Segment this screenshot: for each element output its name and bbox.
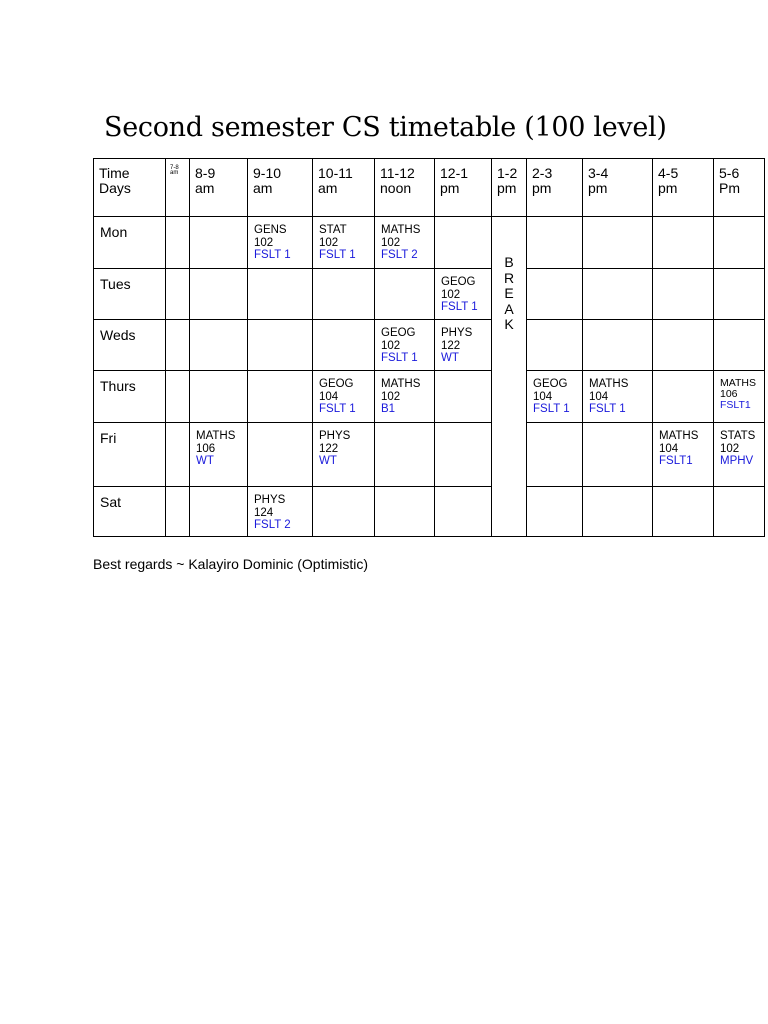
course-cell: GEOG 102 FSLT 1 bbox=[375, 320, 435, 371]
course-cell: GEOG 104 FSLT 1 bbox=[527, 371, 583, 423]
empty-cell bbox=[313, 487, 375, 537]
empty-cell bbox=[375, 269, 435, 320]
course-cell: MATHS 102 B1 bbox=[375, 371, 435, 423]
empty-cell bbox=[714, 487, 765, 537]
slot-header-7-8: 7-8 am bbox=[166, 159, 190, 217]
break-column: B R E A K bbox=[492, 217, 527, 537]
empty-cell bbox=[190, 371, 248, 423]
empty-cell bbox=[435, 487, 492, 537]
empty-cell bbox=[166, 320, 190, 371]
empty-cell bbox=[653, 371, 714, 423]
slot-header-8-9: 8-9 am bbox=[190, 159, 248, 217]
empty-cell bbox=[248, 320, 313, 371]
course-cell: GEOG 102 FSLT 1 bbox=[435, 269, 492, 320]
empty-cell bbox=[714, 217, 765, 269]
empty-cell bbox=[375, 423, 435, 487]
empty-cell bbox=[166, 423, 190, 487]
course-cell: PHYS 122 WT bbox=[313, 423, 375, 487]
course-cell: MATHS 106 WT bbox=[190, 423, 248, 487]
empty-cell bbox=[653, 217, 714, 269]
empty-cell bbox=[527, 423, 583, 487]
empty-cell bbox=[527, 487, 583, 537]
slot-header-3-4: 3-4 pm bbox=[583, 159, 653, 217]
slot-header-4-5: 4-5 pm bbox=[653, 159, 714, 217]
course-cell: GEOG 104 FSLT 1 bbox=[313, 371, 375, 423]
empty-cell bbox=[313, 269, 375, 320]
empty-cell bbox=[248, 423, 313, 487]
day-label: Mon bbox=[94, 217, 166, 269]
day-label: Weds bbox=[94, 320, 166, 371]
slot-header-1-2: 1-2 pm bbox=[492, 159, 527, 217]
day-label: Thurs bbox=[94, 371, 166, 423]
empty-cell bbox=[653, 269, 714, 320]
page-title: Second semester CS timetable (100 level) bbox=[104, 112, 667, 143]
empty-cell bbox=[248, 371, 313, 423]
slot-header-11-12: 11-12 noon bbox=[375, 159, 435, 217]
day-label: Tues bbox=[94, 269, 166, 320]
day-row-weds bbox=[94, 320, 765, 371]
empty-cell bbox=[653, 320, 714, 371]
empty-cell bbox=[375, 487, 435, 537]
empty-cell bbox=[435, 371, 492, 423]
course-cell: MATHS 106 FSLT1 bbox=[714, 371, 765, 423]
empty-cell bbox=[714, 320, 765, 371]
empty-cell bbox=[190, 269, 248, 320]
day-label: Sat bbox=[94, 487, 166, 537]
footer-signature: Best regards ~ Kalayiro Dominic (Optimistic) bbox=[93, 556, 369, 572]
course-cell: STAT 102 FSLT 1 bbox=[313, 217, 375, 269]
empty-cell bbox=[583, 487, 653, 537]
empty-cell bbox=[435, 423, 492, 487]
course-cell: GENS 102 FSLT 1 bbox=[248, 217, 313, 269]
slot-header-12-1: 12-1 pm bbox=[435, 159, 492, 217]
empty-cell bbox=[190, 320, 248, 371]
corner-header: Time Days bbox=[94, 159, 166, 217]
empty-cell bbox=[583, 423, 653, 487]
course-cell: PHYS 124 FSLT 2 bbox=[248, 487, 313, 537]
course-cell: MATHS 104 FSLT 1 bbox=[583, 371, 653, 423]
empty-cell bbox=[248, 269, 313, 320]
empty-cell bbox=[714, 269, 765, 320]
empty-cell bbox=[583, 269, 653, 320]
slot-header-10-11: 10-11 am bbox=[313, 159, 375, 217]
course-cell: STATS 102 MPHV bbox=[714, 423, 765, 487]
empty-cell bbox=[583, 217, 653, 269]
slot-header-5-6: 5-6 Pm bbox=[714, 159, 765, 217]
empty-cell bbox=[190, 487, 248, 537]
timetable bbox=[93, 158, 765, 537]
empty-cell bbox=[166, 487, 190, 537]
day-row-tues bbox=[94, 269, 765, 320]
day-label: Fri bbox=[94, 423, 166, 487]
empty-cell bbox=[527, 320, 583, 371]
empty-cell bbox=[527, 269, 583, 320]
empty-cell bbox=[583, 320, 653, 371]
empty-cell bbox=[435, 217, 492, 269]
header-row bbox=[94, 159, 765, 217]
day-row-mon bbox=[94, 217, 765, 269]
empty-cell bbox=[313, 320, 375, 371]
empty-cell bbox=[190, 217, 248, 269]
day-row-fri bbox=[94, 423, 765, 487]
course-cell: MATHS 104 FSLT1 bbox=[653, 423, 714, 487]
slot-header-2-3: 2-3 pm bbox=[527, 159, 583, 217]
empty-cell bbox=[166, 217, 190, 269]
course-cell: PHYS 122 WT bbox=[435, 320, 492, 371]
empty-cell bbox=[166, 269, 190, 320]
slot-header-9-10: 9-10 am bbox=[248, 159, 313, 217]
day-row-sat bbox=[94, 487, 765, 537]
empty-cell bbox=[653, 487, 714, 537]
day-row-thurs bbox=[94, 371, 765, 423]
empty-cell bbox=[527, 217, 583, 269]
empty-cell bbox=[166, 371, 190, 423]
course-cell: MATHS 102 FSLT 2 bbox=[375, 217, 435, 269]
